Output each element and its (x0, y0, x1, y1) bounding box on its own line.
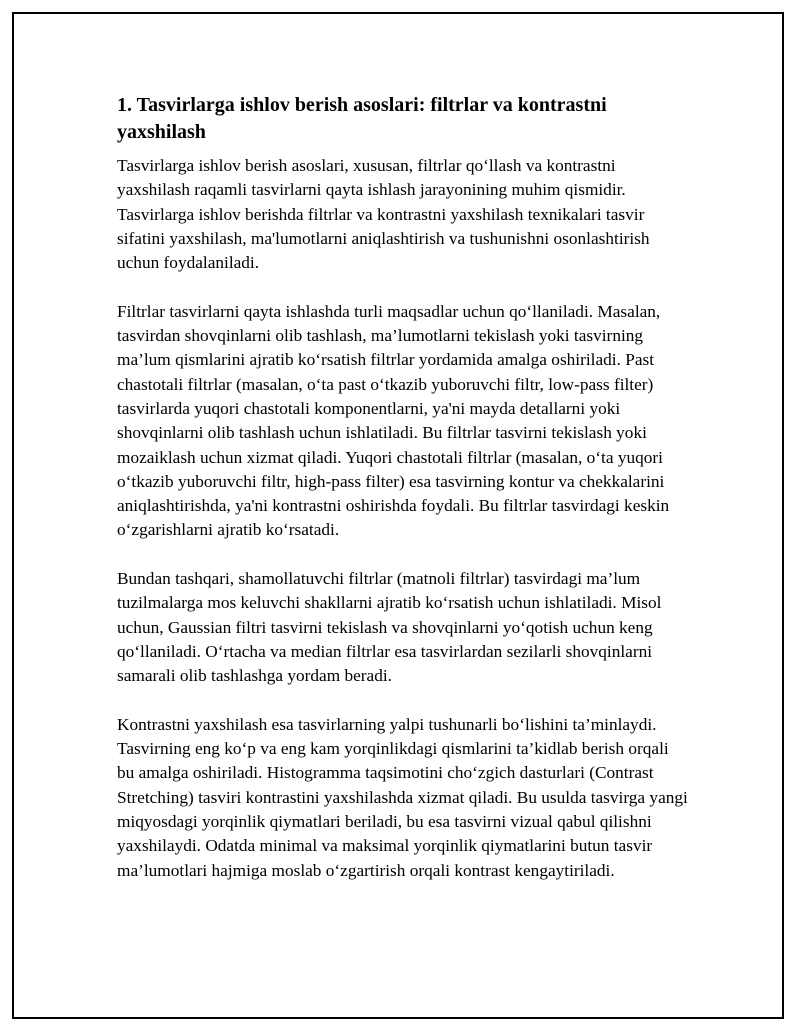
paragraph-special-filters: Bundan tashqari, shamollatuvchi filtrlar (matnoli filtrlar) tasvirdagi ma’lum tuzilmalarga mos keluvchi shakllarni ajratib ko‘rsatish uchun ishlatiladi. Misol uchun, Gaussian filtri tasvirni tekislash va shovqinlarni yo‘qotish uchun keng qo‘llaniladi. O‘rtacha va median filtrlar esa tasvirlardan sezilarli shovqinlarni samarali olib tashlashga yordam beradi. (117, 569, 662, 686)
paragraph-contrast: Kontrastni yaxshilash esa tasvirlarning yalpi tushunarli bo‘lishini ta’minlaydi. Tasvirning eng ko‘p va eng kam yorqinlikdagi qismlarini ta’kidlab berish orqali bu amalga oshiriladi. Histogramma taqsimotini cho‘zgich dasturlari (Contrast Stretching) tasviri kontrastini yaxshilashda xizmat qiladi. Bu usulda tasvirga yangi miqyosdagi yorqinlik qiymatlari beriladi, bu esa tasvirni vizual qabul qilishni yaxshilaydi. Odatda minimal va maksimal yorqinlik qiymatlarini butun tasvir ma’lumotlari hajmiga moslab o‘zgartirish orqali kontrast kengaytiriladi. (117, 714, 688, 880)
document-body (117, 92, 689, 907)
paragraph-intro: Tasvirlarga ishlov berish asoslari, xususan, filtrlar qo‘llash va kontrastni yaxshilash raqamli tasvirlarni qayta ishlash jarayonining muhim qismidir. Tasvirlarga ishlov berishda filtrlar va kontrastni yaxshilash texnikalari tasvir sifatini yaxshilash, ma'lumotlarni aniqlashtirish va tushunishni osonlashtirish uchun foydalaniladi. (117, 156, 650, 273)
paragraph-filters: Filtrlar tasvirlarni qayta ishlashda turli maqsadlar uchun qo‘llaniladi. Masalan, tasvirdan shovqinlarni olib tashlash, ma’lumotlarni tekislash yoki tasvirning ma’lum qismlarini ajratib ko‘rsatish filtrlar yordamida amalga oshiriladi. Past chastotali filtrlar (masalan, o‘ta past o‘tkazib yuboruvchi filtr, low-pass filter) tasvirlarda yuqori chastotali komponentlarni, ya'ni mayda detallarni yoki shovqinlarni olib tashlash uchun ishlatiladi. Bu filtrlar tasvirni tekislash yoki mozaiklash uchun xizmat qiladi. Yuqori chastotali filtrlar (masalan, o‘ta yuqori o‘tkazib yuboruvchi filtr, high-pass filter) esa tasvirning kontur va chekkalarini aniqlashtirishda, ya'ni kontrastni oshirishda foydali. Bu filtrlar tasvirdagi keskin o‘zgarishlarni ajratib ko‘rsatadi. (117, 301, 670, 540)
section-heading: 1. Tasvirlarga ishlov berish asoslari: filtrlar va kontrastni yaxshilash (117, 94, 607, 143)
